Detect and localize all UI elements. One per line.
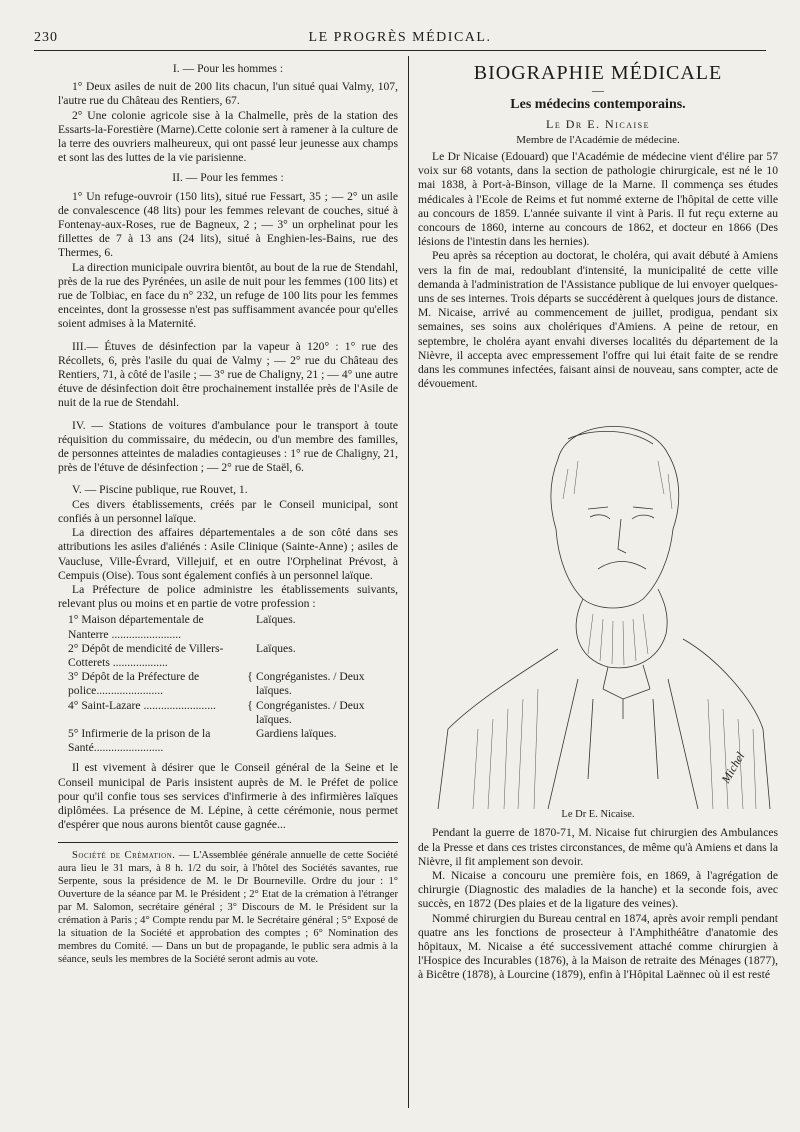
bio-paragraph-2: Peu après sa réception au doctorat, le choléra, qui avait débuté à Amiens vers la fin de mai, redoublant d'intensité, la municipalité de cette ville demanda à l'administration de l'Assistance publique de lui envoyer quelques-uns de ses internes. Trois départs se succédèrent à quelques jours de distance. M. Nicaise, arrivé au commencement de juillet, prodigua, pendant six semaines, ses soins aux cholériques d'Amiens. A peine de retour, en septembre, le choléra ayant envahi diverses localités du département de la Nièvre, il accepta avec empressement l'offre qui lui était faite de se rendre dans les communes infectées, faisant ainsi de nouveau, sans compter, acte de dévouement. — [418, 249, 778, 391]
list-item — [68, 642, 398, 670]
title-dash: — — [592, 83, 604, 97]
list-item-name: 1° Maison départementale de Nanterre ........................ — [68, 613, 204, 641]
section-5-paragraph-1: Ces divers établissements, créés par le Conseil municipal, sont confiés à un personnel laïque. — [58, 497, 398, 525]
right-column — [418, 60, 778, 983]
list-item-status: Gardiens laïques. — [256, 726, 337, 740]
bio-paragraph-5: Nommé chirurgien du Bureau central en 1874, après avoir rempli pendant quatre ans les fonctions de prosecteur à l'Amphithéâtre d'anatomie des hôpitaux, M. Nicaise a été successivement attaché comme chirurgien à l'Hospice des Incurables (1876), à la Maison de retraite des Ménages (1877), à Bicêtre (1878), à Lourcine (1879), enfin à l'Hôpital Laënnec où il est resté — [418, 911, 778, 982]
biography-title: BIOGRAPHIE MÉDICALE — [473, 62, 723, 84]
section-2-paragraph-1: 1° Un refuge-ouvroir (150 lits), situé rue Fessart, 35 ; — 2° un asile de convalescence (48 lits) pour les femmes relevant de couches, situé à Fontenay-aux-Roses, rue de Bagneux, 2 ; — 3° un orphelinat pour les fillettes de 7 à 13 ans (24 lits), situé à Enghien-les-Bains, rue des Thermes, 6. — [58, 189, 398, 260]
section-5-paragraph-3: La Préfecture de police administre les établissements suivants, relevant plus ou moins et en partie de votre profession : — [58, 582, 398, 611]
notice-body: — L'Assemblée générale annuelle de cette Société aura lieu le 31 mars, à 8 h. 1/2 du soir, à l'hôtel des Sociétés savantes, rue Serpente, sous la présidence de M. le Dr Bourneville. Ordre du jour : 1° Ouverture de la séance par M. le Président ; 2° Etat de la crémation à l'étranger par M. Salomon, secrétaire général ; 3° Discours de M. le Président sur la crémation à Paris ; 4° Compte rendu par M. le Secrétaire général ; 5° Exposé de la situation de la Société et approbation des comptes ; 6° Nomination des membres du Comité. — Dans un but de propagande, le public sera admis à la séance, seuls les membres de la Société seront admis au vote. — [58, 850, 398, 966]
left-column — [58, 62, 398, 966]
section-2-heading: II. — Pour les femmes : — [172, 171, 284, 185]
cremation-notice — [58, 849, 398, 966]
engraver-signature: Michel — [718, 750, 748, 786]
closing-paragraph: Il est vivement à désirer que le Conseil général de la Seine et le Conseil municipal de Paris insistent auprès de M. le Préfet de police pour qu'il confie tous ses services d'infirmerie à des infirmières laïques diplômées. La présence de M. Lépine, à cette cérémonie, nous permet d'espérer que nous aurons bientôt cause gagnée... — [58, 761, 398, 832]
journal-title: LE PROGRÈS MÉDICAL. — [308, 30, 492, 45]
list-item — [68, 699, 398, 727]
section-5-paragraph-2: La direction des affaires départementales a de son côté dans ses attributions les asiles d'aliénés : Asile Clinique (Sainte-Anne) ; asiles de Vaucluse, Ville-Évrard, Villejuif, et en outre l'Orphelinat Prévost, à Cempuis (Oise). Tous sont également confiés à un personnel laïque. — [58, 526, 398, 582]
list-item-name: 4° Saint-Lazare ......................... — [68, 698, 216, 712]
section-4-paragraph: IV. — Stations de voitures d'ambulance pour le transport à toute réquisition du commissaire, du médecin, ou d'un membre des familles, de personnes atteintes de maladies contagieuses : 1° rue de Chaligny, 21, près de l'étuve de désinfection ; — 2° rue de Staël, 6. — [58, 418, 398, 475]
bio-paragraph-1: Le Dr Nicaise (Edouard) que l'Académie de médecine vient d'élire par 57 voix sur 68 votants, dans la section de pathologie chirurgicale, est né le 10 mai 1838, à Port-à-Binson, village de la Marne. Il commença ses études médicales à l'Ecole de Reims et fut nommé externe de l'hôpital de cette ville au concours de 1859. L'année suivante il vint à Paris. Il fut reçu externe au concours de 1860, interne au concours de 1862, et docteur en 1866 (Des lésions de l'intestin dans les hernies). — [418, 150, 778, 249]
section-1-paragraph-2: 2° Une colonie agricole sise à la Chalmelle, près de la station des Essarts-la-Forestière (Marne).Cette colonie sert à ramener à la culture de la terre des ouvriers malheureux, qui ont passé leur jeunesse aux champs et sont las des luttes de la vie parisienne. — [58, 108, 398, 165]
biography-subject: Le Dr E. Nicaise — [546, 117, 650, 131]
column-divider — [408, 56, 409, 1108]
list-item — [68, 670, 398, 698]
academy-membership: Membre de l'Académie de médecine. — [516, 134, 680, 146]
list-item-name: 3° Dépôt de la Préfecture de police....................... — [68, 670, 200, 698]
section-3-paragraph: III.— Étuves de désinfection par la vapeur à 120° : 1° rue des Récollets, 6, près l'asile du quai de Valmy ; — 2° rue du Château des Rentiers, 71, à côté de l'asile ; — 3° rue de Chaligny, 21 ; — 4° une autre étuve de désinfection doit être prochainement installée près de l'Asile de nuit de la rue de Stendahl. — [58, 339, 398, 410]
section-1-heading: I. — Pour les hommes : — [172, 62, 284, 75]
section-divider — [58, 842, 398, 843]
list-item-brace — [244, 613, 256, 641]
list-item-status: Congréganistes. / Deux laïques. — [256, 698, 365, 726]
list-item-status: Laïques. — [256, 613, 296, 627]
portrait-illustration — [418, 399, 778, 809]
section-1-paragraph-1: 1° Deux asiles de nuit de 200 lits chacun, l'un situé quai Valmy, 107, l'autre rue du Château des Rentiers, 67. — [58, 80, 398, 108]
bio-paragraph-4: M. Nicaise a concouru une première fois, en 1869, à l'agrégation de chirurgie (Diagnostic des maladies de la hanche) et la seconde fois, avec succès, en 1872 (Des plaies et de la ligature des veines). — [418, 869, 778, 911]
list-item-status: Congréganistes. / Deux laïques. — [256, 670, 365, 698]
section-5-heading: V. — Piscine publique, rue Rouvet, 1. — [72, 483, 248, 497]
biography-subtitle: Les médecins contemporains. — [510, 97, 686, 112]
portrait-engraving — [418, 399, 778, 809]
list-item-status: Laïques. — [256, 641, 296, 655]
list-item-brace: { — [247, 670, 253, 684]
page-header — [34, 28, 766, 51]
bio-paragraph-3: Pendant la guerre de 1870-71, M. Nicaise fut chirurgien des Ambulances de la Presse et dans ces tristes circonstances, de même qu'à Amiens et dans la Nièvre, il fit amplement son devoir. — [418, 826, 778, 868]
list-item — [68, 727, 398, 755]
list-item — [68, 613, 398, 641]
section-2-paragraph-2: La direction municipale ouvrira bientôt, au bout de la rue de Stendahl, près de la rue des Pyrénées, un asile de nuit pour les femmes (100 lits) et rue de Tolbiac, en face du n° 232, un refuge de 100 lits pour les femmes enceintes, dont la grossesse n'est pas suffisamment avancée pour qu'elles soient admises à la Maternité. — [58, 260, 398, 331]
list-item-brace — [244, 642, 256, 670]
police-establishments-list — [68, 613, 398, 755]
list-item-name: 5° Infirmerie de la prison de la Santé........................ — [68, 726, 211, 755]
list-item-name: 2° Dépôt de mendicité de Villers-Cotterets ................... — [68, 641, 224, 669]
portrait-caption: Le Dr E. Nicaise. — [561, 809, 635, 821]
list-item-brace: { — [247, 698, 253, 712]
page-number: 230 — [34, 30, 58, 45]
notice-heading: Société de Crémation. — [72, 850, 176, 862]
list-item-brace — [244, 727, 256, 755]
